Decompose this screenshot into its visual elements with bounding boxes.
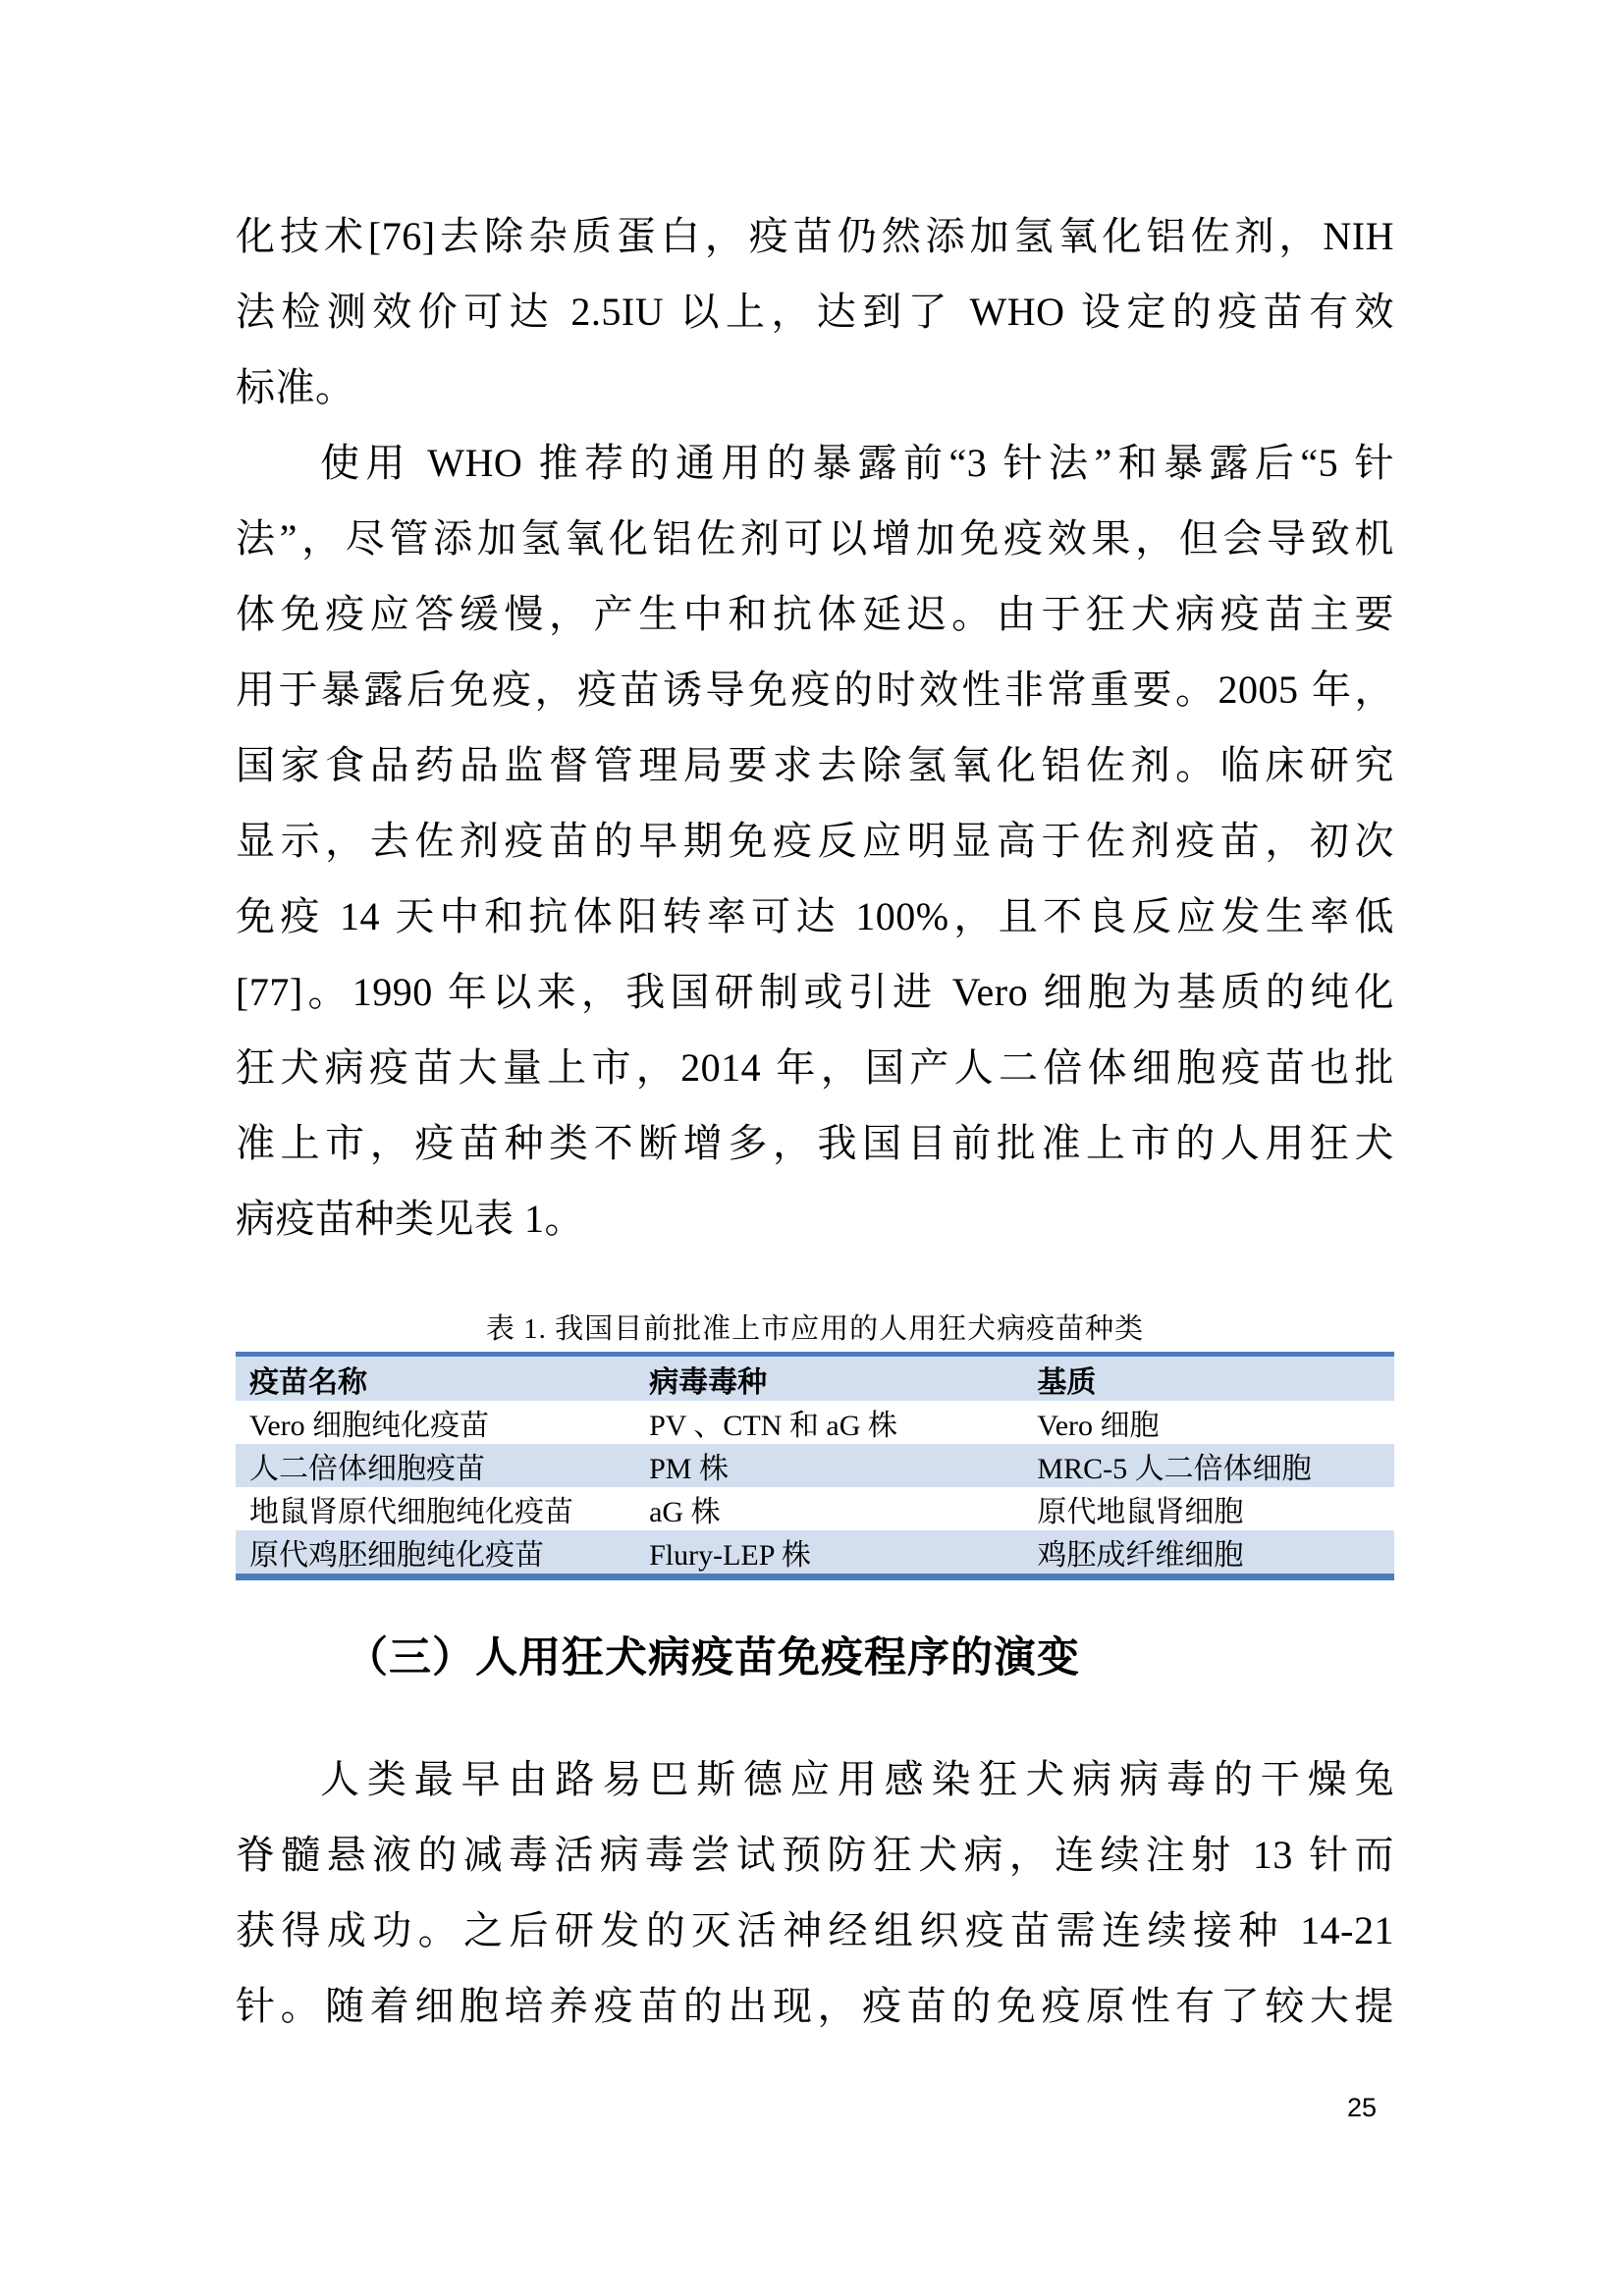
vaccine-table bbox=[236, 1352, 1394, 1580]
text-line: 人类最早由路易巴斯德应用感染狂犬病病毒的干燥兔 bbox=[320, 1757, 1394, 1801]
text-line: 国家食品药品监督管理局要求去除氢氧化铝佐剂。临床研究 bbox=[236, 743, 1394, 787]
table-cell: Vero 细胞纯化疫苗 bbox=[249, 1410, 490, 1442]
paragraph bbox=[236, 198, 1394, 425]
table-cell: Vero 细胞 bbox=[1037, 1410, 1160, 1442]
table-row bbox=[236, 1487, 1394, 1530]
table-cell: PM 株 bbox=[635, 1444, 1023, 1487]
text-line: 法”，尽管添加氢氧化铝佐剂可以增加免疫效果，但会导致机 bbox=[236, 516, 1394, 561]
table-cell: Flury-LEP 株 bbox=[635, 1530, 1023, 1577]
header-cell-vaccine-name: 疫苗名称 bbox=[236, 1355, 635, 1402]
table-cell: 人二倍体细胞疫苗 bbox=[236, 1444, 635, 1487]
text-line: 化技术[76]去除杂质蛋白，疫苗仍然添加氢氧化铝佐剂，NIH bbox=[236, 214, 1394, 258]
table-cell: PV 、CTN 和 aG 株 bbox=[649, 1410, 897, 1442]
paragraph bbox=[236, 425, 1394, 1256]
text-line: 病疫苗种类见表 1。 bbox=[236, 1197, 584, 1241]
text-line: 脊髓悬液的减毒活病毒尝试预防狂犬病，连续注射 13 针而 bbox=[236, 1833, 1394, 1877]
text-line: 标准。 bbox=[236, 365, 355, 409]
text-line: 用于暴露后免疫，疫苗诱导免疫的时效性非常重要。2005 年， bbox=[236, 667, 1394, 712]
text-line: 狂犬病疫苗大量上市，2014 年，国产人二倍体细胞疫苗也批 bbox=[236, 1045, 1394, 1090]
table-cell: 原代地鼠肾细胞 bbox=[1037, 1496, 1244, 1528]
page-number: 25 bbox=[1347, 2093, 1378, 2122]
table-header-row bbox=[236, 1355, 1394, 1402]
header-cell-virus-strain: 病毒毒种 bbox=[635, 1355, 1023, 1402]
table-caption: 表 1. 我国目前批准上市应用的人用狂犬病疫苗种类 bbox=[485, 1313, 1145, 1345]
table-cell: aG 株 bbox=[649, 1496, 721, 1528]
table-cell: 原代鸡胚细胞纯化疫苗 bbox=[236, 1530, 635, 1577]
text-line: 获得成功。之后研发的灭活神经组织疫苗需连续接种 14-21 bbox=[236, 1908, 1394, 1952]
text-line: 法检测效价可达 2.5IU 以上，达到了 WHO 设定的疫苗有效 bbox=[236, 290, 1394, 334]
table-row bbox=[236, 1530, 1394, 1577]
section-heading: （三）人用狂犬病疫苗免疫程序的演变 bbox=[346, 1635, 1080, 1682]
table-cell: MRC-5 人二倍体细胞 bbox=[1023, 1444, 1394, 1487]
text-line: [77]。1990 年以来，我国研制或引进 Vero 细胞为基质的纯化 bbox=[236, 970, 1394, 1014]
text-line: 准上市，疫苗种类不断增多，我国目前批准上市的人用狂犬 bbox=[236, 1121, 1394, 1165]
text-line: 体免疫应答缓慢，产生中和抗体延迟。由于狂犬病疫苗主要 bbox=[236, 592, 1394, 636]
table-cell: 鸡胚成纤维细胞 bbox=[1023, 1530, 1394, 1577]
header-cell-substrate: 基质 bbox=[1023, 1355, 1394, 1402]
table-cell: 地鼠肾原代细胞纯化疫苗 bbox=[249, 1496, 573, 1528]
text-line: 显示，去佐剂疫苗的早期免疫反应明显高于佐剂疫苗，初次 bbox=[236, 819, 1394, 863]
table-row bbox=[236, 1444, 1394, 1487]
table-row bbox=[236, 1401, 1394, 1444]
text-block bbox=[236, 198, 1394, 2044]
text-line: 针。随着细胞培养疫苗的出现，疫苗的免疫原性有了较大提 bbox=[236, 1984, 1394, 2028]
paragraph bbox=[236, 1741, 1394, 2044]
text-line: 使用 WHO 推荐的通用的暴露前“3 针法”和暴露后“5 针 bbox=[320, 441, 1394, 485]
text-line: 免疫 14 天中和抗体阳转率可达 100%，且不良反应发生率低 bbox=[236, 894, 1394, 938]
